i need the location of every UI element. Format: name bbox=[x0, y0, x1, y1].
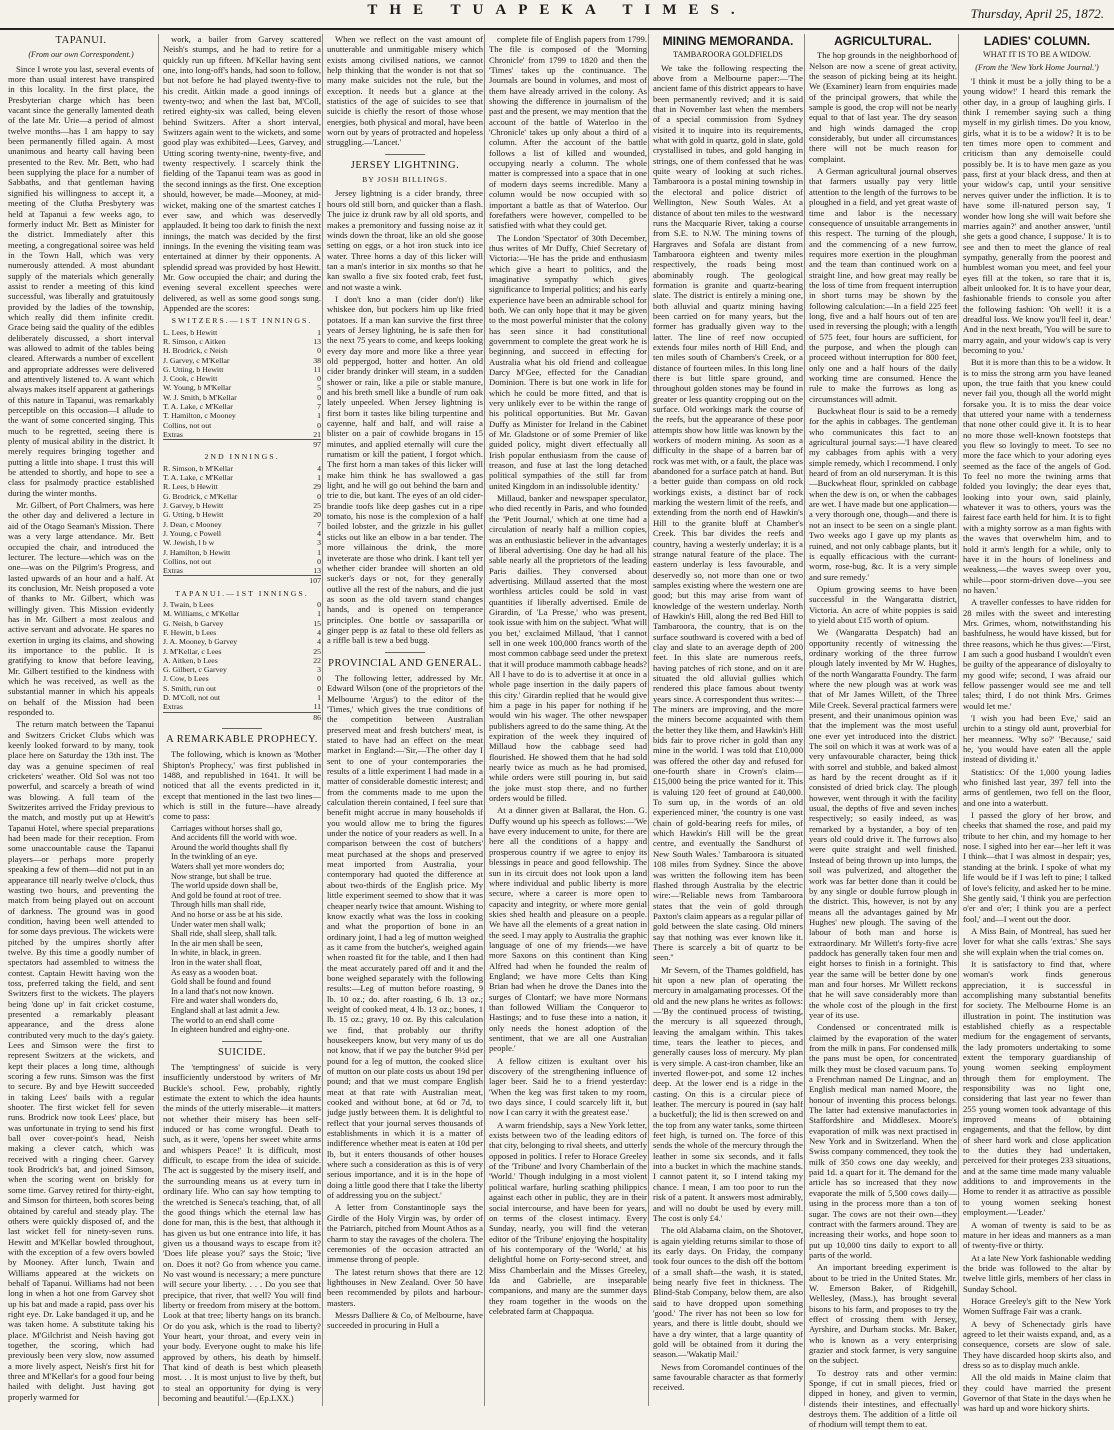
score-row bbox=[163, 566, 321, 576]
score-runs: 15 bbox=[313, 618, 321, 628]
score-row bbox=[163, 538, 321, 547]
score-runs: 0 bbox=[317, 346, 321, 356]
poem-line: As easy as a wooden boat. bbox=[171, 967, 258, 977]
score-batsman: Extras bbox=[163, 702, 183, 712]
paragraph: News from Coromandel continues of the same favourable character as that formerly received. bbox=[653, 1361, 803, 1393]
provincial-heading: PROVINCIAL AND GENERAL. bbox=[328, 657, 482, 669]
score-runs: 3 bbox=[317, 665, 321, 675]
widow-heading: WHAT IT IS TO BE A WIDOW. bbox=[983, 50, 1091, 60]
jersey-body bbox=[327, 188, 483, 645]
score-batsman: J. M'Kellar, c Lees bbox=[163, 646, 222, 656]
mining-heading: MINING MEMORANDA. bbox=[662, 34, 794, 48]
paragraph: A warm friendship, says a New York letter, exists between two of the leading editors of that city, belonging to rival sheets, and utterly opposed in politics. I refer to Horace Greeley of the 'Tribune' and Ivory Chamberlain of the 'World.' Though indulging in a most violent political warfare, hurling scathing philippics against each other in public, they are in their social intercourse, and have been for years, on terms of the closest intimacy. Every Sunday, nearly, you will find the veteran editor of the 'Tribune' enjoying the hospitality of his contemporary of the 'World,' at his delightful home on Forty-second street, and Miss Chamberlain and the Misses Greeley, Ida and Gabrielle, are inseparable companions, and many are the summer days they roam together in the woods on the celebrated farm at Chappaqua. bbox=[489, 1119, 647, 1316]
provincial-body bbox=[327, 673, 483, 1331]
score-runs: 11 bbox=[313, 364, 321, 374]
agricultural-heading: AGRICULTURAL. bbox=[834, 34, 932, 48]
score-row bbox=[163, 637, 321, 646]
score-runs: 25 bbox=[313, 501, 321, 511]
score-runs: 4 bbox=[317, 528, 321, 538]
score-total-row bbox=[163, 712, 321, 722]
paragraph: The hop grounds in the neighborhood of Nelson are now a scene of great activity, the season of picking being at its height. We (Examiner) learn from enquiries made of the principal growers, that while the sample is good, the crop will not be nearly equal to that of last year. The dry season and high winds damaged the crop considerably, but under all circumstances there will not be much reason for complaint. bbox=[809, 50, 957, 164]
score-runs: 0 bbox=[317, 374, 321, 384]
paragraph: Statistics: Of the 1,000 young ladies who finished last year, 397 fell into the arms of gentlemen, two fell on the floor, and one into a waterbutt. bbox=[963, 766, 1111, 808]
score-batsman: R. Simson, b M'Kellar bbox=[163, 463, 234, 473]
paragraph: 'I wish you had been Eve,' said an urchin to a stingy old aunt, proverbial for her meanness. 'Why so?' 'Because,' said he, 'you would have eaten all the apple instead of dividing it.' bbox=[963, 713, 1111, 765]
paragraph: At a late New York fashionable wedding the bride was followed to the altar by twelve little girls, members of her class in Sunday School. bbox=[963, 1252, 1111, 1294]
paragraph: Opium growing seems to have been successful in the Wangaratta district, Victoria. An acre of white poppies is said to yield about £15 worth of opium. bbox=[809, 583, 957, 625]
paragraph: All the old maids in Maine claim that they could have married the present Governor of that State in the days when he was hard up and wore hickory shirts. bbox=[963, 1372, 1111, 1414]
poem-line: England shall at last admit a Jew. bbox=[171, 1005, 280, 1015]
score-row bbox=[163, 473, 321, 482]
tapanui-heading: TAPANUI. bbox=[55, 35, 107, 46]
paragraph: The latest return shows that there are 12 lighthouses in New Zealand. Over 50 have been recommended by pilots and harbour-masters. bbox=[327, 1266, 483, 1308]
score-row bbox=[163, 482, 321, 491]
paragraph: Mr. Gilbert, of Port Chalmers, was here the other day and delivered a lecture in aid of the Otago Seaman's Mission. There was a very large attendance. Mr. Bett occupied the chair, and introduced the lecturer. The lecture—which was on the one—was on the Pilgrim's Progress, and lasted upwards of an hour and a half. At its conclusion, Mr. Neish proposed a vote of thanks to Mr. Gilbert, which was willingly given. This Mission evidently has in Mr. Gilbert a most zealous and active servant and advocate. He spares no exertion in urging its claims, and showing its importance to the public. It is gratifying to know that before leaving, Mr. Gilbert testified to the kindness with which he was received, as well as the substantial manner in which his appeals on behalf of the Mission had been responded to. bbox=[8, 500, 154, 717]
paragraph: The old Alabama claim, on the Shotover, is again yielding returns similar to those of its early days. On Friday, the company took four ounces to the dish off the bottom of a small shaft—the wash, it is stated, being nearly five feet in thickness. The Blind-Stab Company, below them, are also said to have dropped upon something 'good.' The river has not been so low for years, and there is little doubt, should we have a dry winter, that a large quantity of gold will be obtained from it during the season.—'Wakatip Mail.' bbox=[653, 1225, 803, 1360]
score-row bbox=[163, 510, 321, 519]
agricultural-body bbox=[809, 50, 957, 1429]
prophecy-body bbox=[163, 749, 321, 821]
paragraph: The return match between the Tapanui and Switzers Cricket Clubs which was keenly looked forward to by many, took place here on Saturday the 13th inst. The day was a genuine specimen of real cricketers' weather. Old Sol was not too powerful, and scarcely a breath of wind was blowing. A full team of the Switzerites arrived the Friday previous to the match, and mostly put up at Hewitt's Tapanui Hotel, where special preparations had been made for their reception. From some unaccountable cause the Tapanui players—or perhaps more properly speaking a few of them—did not put in an appearance till nearly twelve o'clock, thus wasting two hours, and preventing the match from being played out on account of darkness. The ground was in good condition, having been well attended to for some days previous. The wickets were pitched by the umpires shortly after twelve. By this time a goodly number of spectators had assembled to witness the contest. Captain Hewitt having won the toss, preferred taking the field, and sent Switzers first to the wickets. The players being 'done up' in fait cricket costume, presented a remarkably pleasant appearance, and the dress alone contributed very much to the day's gaiety. Lees and Simson were the first to represent Switzers at the wickets, and kept their places a long time, although scoring a few runs. Simson was the first to secure. By and bye Hewitt succeeded in taking Lees' bails with a regular shooter. The first wicket fell for seven runs. Brodrick now took Lees' place, but was unfortunate in trying to send his first ball over cover-point's head, Neish making a clever catch, which was received with a ringing cheer. Garvey took Brodrick's bat, and joined Simson, when the scoring went on briskly for some time. Garvey retired for thirty-eight, and Simson for thirteen, both scores being obtained by careful and steady play. The others were quickly disposed of, and the last wicket fell for ninety-seven runs. Hewitt and M'Kellar bowled throughout, with the exception of a few overs bowled by Mooney. After lunch, Twain and Williams appeared at the wickets on behalf of Tapanui. Williams had not been long in when a hot one from Garvey shot up his bat and made a rapid, pass over his right eye. Dr. Lake bandaged it up, and he was taken home. A substitute taking his place. M'Gilchrist and Neish having got together, the scoring, which had previously been very slow, now assumed a more lively aspect, Neish's first hit for three and M'Kellar's for a good four being hailed with delight. Just having got properly warmed for bbox=[8, 719, 154, 1402]
cricket-body bbox=[163, 34, 321, 313]
jersey-heading: JERSEY LIGHTNING. bbox=[350, 159, 460, 171]
score-row bbox=[163, 501, 321, 510]
paragraph: Buckwheat flour is said to be a remedy for the aphis in cabbages. The gentleman who communicates this fact to an agricultural journal says:—'I have cleared my cabbages from aphis with a very simple remedy, which I recommend. I only heard of from an old nurseryman. It is this—Buckwheat flour, sprinkled on cabbage when the dew is on, or when the cabbages are wet. I have made but one application—a very thorough one, though—and there is not an insect to be seen on a single plant. Two weeks ago I gave up my plants as ruined, and not only cabbage plants, but it is equally efficacious with the currant-worm, rose-bug, &c. It is a very simple and sure remedy.' bbox=[809, 406, 957, 582]
paragraph: The 'temptingness' of suicide is very insufficiently understood by writers of Mr Buckle's school. Few, probably, rightly estimate the extent to which the idea haunts the minds of the utterly miserable—it matters not whether their misery has been self-induced or has come wrongful. Death to such, as it were, 'opens her sweet white arms and whispers Peace!' It is difficult, most difficult, to escape from the idea of suicide. The act is suggested by the misery itself, and the surrounding means us at every turn in ordinary life. Who can say how tempting to the wretched is Seneca's teaching, that, of all the good things which the eternal law has done for man, this is the best, that although it has given us but one entrance into life, it has given us a thousand ways to escape from it? 'Does life please you?' says the Stoic; 'live on. Does it not? Go from whence you came. No vast wound is necessary; a mere puncture will secure your liberty. . . . Do you see that precipice, that river, that well? You will find liberty or freedom from misery at the bottom. Look at that tree; liberty hangs on its branch. Or do you ask, which is the road to liberty? Your heart, your throat, and every vein in your body. Everyone ought to make his life approved by others, his death by himself. That kind of death is best which pleaseth most. . . It is most unjust to live by theft, but to steal an opportunity for dying is very becoming and beautiful.'—(Ep.LXX.) bbox=[163, 1062, 321, 1404]
score-runs: 1 bbox=[317, 609, 321, 619]
score-batsman: M. Williams, c M'Kellar bbox=[163, 609, 240, 619]
column-4 bbox=[484, 34, 647, 1406]
score-batsman: J. Cow, b Lees bbox=[163, 674, 209, 684]
poem-line: The world upside down shall be, bbox=[171, 881, 278, 891]
score-runs: 13 bbox=[313, 336, 321, 346]
column-3 bbox=[322, 34, 483, 1406]
paragraph: A woman of twenty is said to be as mature in her ideas and manners as a man of twenty-five or thirty. bbox=[963, 1219, 1111, 1251]
score-runs: 1 bbox=[317, 693, 321, 702]
score-switzers-second-heading: 2ND INNINGS. bbox=[204, 452, 280, 462]
score-row bbox=[163, 383, 321, 392]
score-row bbox=[163, 328, 321, 337]
score-runs: 0 bbox=[317, 491, 321, 501]
score-batsman: S. Smith, run out bbox=[163, 683, 217, 693]
score-tapanui-first-heading: TAPANUI.—1ST INNINGS. bbox=[175, 588, 309, 598]
column-2 bbox=[158, 34, 321, 1406]
score-runs: 1 bbox=[317, 327, 321, 337]
score-batsman: T. A. Lake, c M'Kellar bbox=[163, 473, 233, 483]
poem-line: Through hills man shall ride, bbox=[171, 900, 266, 910]
paragraph: Millaud, banker and newspaper speculator, who died recently in Paris, and who founded the 'Petit Journal,' which at one time had a circulation of nearly half a million copies, was an enthusiastic believer in the advantages of liberal advertising. One day he had all his sable nearly all the proprietors of the leading Paris dailies. They conversed about advertising. Millaud asserted that the most worthless articles could be sold in vast quantities if liberally advertised. Emile de Girardin, of 'La Presse,' who was present, took issue with him on the subject. 'What will you bet,' exclaimed Millaud, 'that I cannot sell in one week 100,000 francs worth of the most common cabbage seed under the pretext that it will produce mammoth cabbage heads? All I have to do is to advertise it at once in a whole page insertion in the daily papers of this city.' Girardin replied that he would give him a page in his paper for nothing if he would win his wager. The other newspaper publishers agreed to do the same thing. At the expiration of the week they inquired of Millaud how the cabbage seed had flourished. He showed them that he had sold nearly twice as much as he had promised, while orders were still pouring in, but said the joke must stop there, and no further orders would be filled. bbox=[489, 493, 647, 804]
score-batsman: J. Cook, c Hewitt bbox=[163, 374, 218, 384]
score-total-label bbox=[163, 576, 299, 586]
score-row bbox=[163, 393, 321, 402]
score-row bbox=[163, 374, 321, 383]
score-row bbox=[163, 693, 321, 702]
tapanui-subheading: (From our own Correspondent.) bbox=[28, 50, 134, 60]
jersey-byline: BY JOSH BILLINGS. bbox=[362, 175, 448, 185]
score-runs: 13 bbox=[313, 566, 321, 576]
score-runs: 0 bbox=[317, 683, 321, 693]
score-batsman: G. Utting, b Hewitt bbox=[163, 364, 224, 374]
score-batsman: D. M'Coll, not out bbox=[163, 693, 221, 702]
score-batsman: Extras bbox=[163, 429, 183, 439]
suicide-body bbox=[163, 1062, 321, 1403]
score-runs: 0 bbox=[317, 600, 321, 610]
paragraph: It is satisfactory to find that, where woman's work finds generous appreciation, it is successful in accomplishing many substantial benefits for society. The Melbourne Home is an illustration in point. The institution was established chiefly as a respectable medium for the engagement of servants, the lady promoters undertaking to some extent the temporary guardianship of young women seeking employment through them for employment. The responsibility was no light one, considering that last year no fewer than 255 young women took advantage of this improved means of obtaining engagements, and that the fellow, by dint of sheer hard work and close application to the duties they had undertaken, perceived for their proteges 233 situations, and at the same time made many valuable additions to and improvements in the Home to render it as attractive as possible to young women seeking honest employment.—'Leader.' bbox=[963, 958, 1111, 1218]
ladies-heading: LADIES' COLUMN. bbox=[983, 34, 1091, 48]
score-batsman: R. Lees, b Hewitt bbox=[163, 482, 218, 492]
score-runs: 7 bbox=[317, 519, 321, 529]
score-batsman: Collins, not out bbox=[163, 420, 212, 430]
paragraph: The London 'Spectator' of 30th December, thus writes of Mr Duffy, Chief Secretary of Victoria:—'He has the pride and enthusiasm which give a heart to politics, and the imaginative sympathy which gives significance to Imperial politics; and his early experience have been an admirable school for both. We can only hope that it may be given to the most powerful minister that the colony has seen since it had constitutional government to complete the great work he is beginning, and succeed in effecting for Australia what his old friend and colleague Darcy M'Gee, effected for the Canadian Dominion. There is but one work in life for which he could be more fitted, and that is very unlikely ever to be within the range of his political opportunities. But Mr. Gavan Duffy as Minister for Ireland in the Cabinet of Mr. Gladstone or of some Premier of like guided policy, might divert effectually all Irish popular enthusiasm from the cause of treason, and fuse at last the long detached political sympathies of the still far from united Kingdom in an indissoluble identity.' bbox=[489, 232, 647, 491]
score-batsman: A. Aitken, b Lees bbox=[163, 655, 218, 665]
score-runs: 20 bbox=[313, 510, 321, 520]
score-batsman: W. Jewish, l b w bbox=[163, 538, 215, 548]
score-row bbox=[163, 628, 321, 637]
paragraph: Mr Severn, of the Thames goldfield, has hit upon a new plan of operating the mercury in amalgamating processes. Of the old and the new plans he writes as follows:—'By the continued process of twisting, the mercury is all squeezed through, leaving the amalgam within. This takes time, tears the leather to pieces, and generally causes loss of mercury. My plan is very simple. A cast-iron chamber, like an inverted flower-pot, and some 12 inches deep. At the lower end is a ridge in the casting. On this is a circular piece of leather. The mercury is poured in (say half a bucketful); the lid is then screwed on and the top from any water tanks, some thirteen feet high, is turned on. The force of this sends the whole of the mercury through the leather in some six seconds, and it falls into a bucket in which the machine stands. I cannot patent it, so I intend taking my chance. I mean, I am too poor to run the risk of a patent. It answers most admirably, and will no doubt be used by every mill. The cost is only £4.' bbox=[653, 964, 803, 1223]
score-runs: 0 bbox=[317, 556, 321, 566]
score-runs: 1 bbox=[317, 547, 321, 557]
score-row bbox=[163, 337, 321, 346]
paragraph: We take the following respecting the above from a Melbourne paper:—'The ancient fame of this district appears to have been permanently revived; and it is said that in November last when the members of a special commission from Sydney visited it to inquire into its requirements, what with gold in quartz, gold in slate, gold crystallised in tubes, and gold hanging in strings, one of them confessed that he was quite weary of looking at such riches. Tambaroora is a postal mining township in the electoral and police district of Wellington, New South Wales. At a distance of about ten miles to the westward runs the Macquarie River, taking a course from S.E. to N.W. The mining towns of Hargraves and Sofala are distant from Tambaroora eighteen and twenty miles respectively, the roads being most abominably rough. The geological formation is granite and quartz-bearing slate. The district is entirely a mining one, both alluvial and quartz mining having been carried on for many years, but the former has gradually given way to the latter. The line of reef now occupied extends four miles north of Hill End, and ten miles south of Chambers's Creek, or a distance of fourteen miles. In this long line there is but little spare ground, and throughout golden stones may be found in greater or less quantity cropping out on the surface. Old workings mark the course of the reefs, but the appearance of these poor attempts show how little was known by the workers of modern mining. As soon as a difficulty in the shape of a barren bar of rock was met with, or a fault, the place was abandoned for a surface patch at hand. But a better guide than compass on old rock workings exists, a distinct bar of rock marking the western limit of the reefs, and extending from the north end of Hawkin's Hill to the granite bluff at Chamber's Creek. This bar divides the reefs and country, having a westerly underlay; it is a strange natural feature of the place. The eastern underlay is less favourable, and deservedly so, not more than one or two samples existing where the western one are good; but this may arise from want of knowledge of the western underlay. North of Hawkin's Hill, along the red Bed Hill to Tambaroora, the country, that is on the surface southward is covered with a bed of clay and slate to an average depth of 200 feet. In this slate are numerous reefs, having patches of rich stone, and on it are situated the old alluvial gullies which rendered this place famous about twenty years since. A correspondent thus writes:—The miners are improving, and the more the miners become acquainted with them the better they like them, and Hawkin's Hill bids fair to prove richer in gold than any mine in the world. I was told that £10,000 was offered the other day and refused for one-fourth share in Crown's claim—£15,000 being the price wanted for it. This is valuing 120 feet of ground at £40,000. To sum up, in the words of an old experienced miner, 'the country is one vast chain of gold-bearing reefs for miles, of which Hawkin's Hill will be the great centre, and eventually the Sandhurst of New South Wales.' Tambaroora is situated 108 miles from Sydney. Since the above was written the following item has been flashed through Australia by the electric wire:—'Reliable news from Tambaroora states that the vein of gold through Paxton's claim appears as a regular pillar of gold between the slate casing. Old miners say that nothing was ever known like it. There is scarcely a bit of quartz to be seen.'' bbox=[653, 62, 803, 963]
paragraph: I don't kno a man (cider don't) like whiskee don, but pockers him up like fried potatoes. If a man kan survive the first three years of Jersey lightning, he is safe then for the next 75 years to come, and keeps looking every day more and more like a three year old peppergod, hotter and hotter. An old cider brandy drinker will steam, in a sudden shower or rain, like a pile or stable manure, and his breth smell like a bundle of rum oak lately unpeeled. When Jersey lightning is first born it tastes like biling turpentine and cayenne, half and half, and will raise a blister on a pair of cowhide brogans in 15 minutes, and applied eternally will cure the rumatism or kill the patient, I forgot which. The first horn a man takes of this licker will make him think he has swallowed a gas light, and he will go out behind the barn and trie to die, but kant. The eyes of an old cider-brandie toofs like deep gashes cut in a ripe tomato, his nose is the complexion of a half boiled lobster, and the grizzle in his gullet sticks out like an elbow in a bar tender. The more villainous the drink, the more inveterate are those who drink. I kant tell yer whether cider brandee will shorten an old sucker's days or not, for they generally outlive all the rest of the naburs, and die just as soon as the old tavern stand changes hands, and is opened on temperance principles. One bottle ov sassaparilla or ginger pepp is az fatal to these old fellers as a riffle ball is tew a bed bugg. bbox=[327, 293, 483, 646]
score-row bbox=[163, 421, 321, 430]
score-row bbox=[163, 609, 321, 618]
poem-line: In the air men shall be seen, bbox=[171, 938, 263, 948]
provincial-continued bbox=[489, 34, 647, 1316]
poem-line: In the twinkling of an eye. bbox=[171, 852, 258, 862]
divider bbox=[385, 154, 425, 155]
column-7 bbox=[958, 34, 1111, 1414]
paragraph: 'I think it must be a jolly thing to be a young widow!' I heard this remark the other day, in a group of laughing girls. I think I remember saying such a thing myself in my girlish times. Do you know, girls, what it is to be a widow? It is to be ten times more open to comment and criticism than any demoiselle could possibly be. It is to have men gaze as you pass, first at your black dress, and then at your widow's cap, until your sensitive nerves quiver under the infliction. It is to have some ill-natured person say, 'I wonder how long she will wait before she marries again?' and another answer, 'until she gets a good chance, I suppose.' It is to see and then to meet the glance of real sympathy, generally from the poorest and humblest woman you meet, and feel your eyes fill at the token, so rare that it is, albeit unlooked for. It is to have your dear, fashionable friends to console you after the following fashion: 'Oh well! it is a dreadful loss. We know you'll feel it, dear.' And in the next breath, 'You will be sure to marry again, and your widow's cap is very becoming to you.' bbox=[963, 76, 1111, 355]
score-batsman: J. Dean, c Mooney bbox=[163, 519, 222, 529]
score-batsman: R. Simson, c Aitken bbox=[163, 336, 226, 346]
score-batsman: H. Brodrick, c Neish bbox=[163, 346, 228, 356]
score-runs: 0 bbox=[317, 674, 321, 684]
score-batsman: J. Twain, b Lees bbox=[163, 600, 214, 610]
masthead-date: Thursday, April 25, 1872. bbox=[970, 6, 1104, 21]
paragraph: A Miss Bain, of Montreal, has sued her lover for what she calls 'extras.' She says she will explain when the trial comes on. bbox=[963, 925, 1111, 957]
poem-line: Carriages without horses shall go, bbox=[171, 823, 283, 833]
column-1 bbox=[8, 34, 154, 1406]
poem-line: In eighteen hundred and eighty-one. bbox=[171, 1025, 290, 1035]
score-runs: 4 bbox=[317, 463, 321, 473]
score-row bbox=[163, 557, 321, 566]
score-runs: 1 bbox=[317, 473, 321, 483]
paragraph: We (Wangaratta Despatch) had an opportunity recently of witnessing the ordinary working of the three furrow plough lately invented by Mr W. Hughes, of the north Wangaratta Foundry. The farm where the new plough was at work was that of Mr James Willett, of the Three Mile Creek. Several practical farmers were present, and their unanimous opinion was that the implement was the most useful one ever yet introduced into the district. The soil on which it was at work was of a very unfavourable character, being thick with sorrel and stubble, and baked almost as hard by the recent drought as if it consisted of dried brick clay. The plough however, went through it with the facility usual, the depths of five and seven inches respectively; so easily indeed, as was remarked by a bystander, a boy of ten years old could drive it. The furrows also were quite straight and well finished. Instead of being thrown up into lumps, the soil was pulverized, and altogether the work was far better done than it could be by any single or double furrow plough in the district. This, however, is not by any means all the advantages gained by Mr Hughes' new plough. The saving of the labour of both man and horse is extraordinary. Mr Willett's forty-five acre paddock has generally taken four men and eight horses to finish in a fortnight. This year the same will be better done by one man and four horses. Mr Willett reckons that he will save considerably more than the whole cost of the plough in the first year of its use. bbox=[809, 627, 957, 1020]
score-runs: 7 bbox=[317, 402, 321, 411]
score-batsman: T. A. Lake, c M'Kellar bbox=[163, 402, 233, 411]
score-total-row bbox=[163, 440, 321, 450]
paragraph: Messrs Dalliere & Co, of Melbourne, have succeeded in procuring in Hull a bbox=[327, 1309, 483, 1331]
paragraph: A German agricultural journal observes that farmers usually pay very little attention to the length of the furrows to be ploughed in a field, and yet great waste of time and labor is the necessary consequence of unsuitable arrangements in this respect. The turning of the plough, and the commencing of a new furrow, requires more exertion in the ploughman and the team than continued work on a straight line, and how great may really be the loss of time from frequent interruption in short turns may be shown by the following calculation:—In a field 225 feet long, five and a half hours out of ten are used in reversing the plough; with a length of 575 feet, four hours are sufficient, for the purpose, and when the plough can proceed without interruption for 800 feet, only one and a half hours of the daily working time are consumed. Hence the rule to make the furrows as long as circumstances will admit. bbox=[809, 166, 957, 404]
paragraph: A bevy of Schenectady girls have agreed to let their waists expand, and, as a consequence, corsets are slow of sale. They have discarded hoop skirts also, and dress so as to display much ankle. bbox=[963, 1318, 1111, 1370]
paragraph: At a dinner given at Ballarat, the Hon. G. Duffy wound up his speech as follows:—'We have every inducement to unite, for there are here all the conditions of a happy and prosperous country if we agree to enjoy its blessings in peace and good fellowship. The sun in its circuit does not look upon a land where individual and public liberty is more secure, where a career is more open to capacity and integrity, or where more genial skies shed health and pleasure on a people. We have all the elements of a great nation in the seed. I may apply to Australia the graphic language of one of my friends—we have more Saxons on this continent than King Alfred had when he founded the realm of England; we have more Celts than King Brian had when he drove the Danes into the surges of Clontarf; we have more Normans than followed William the Conqueror to Hastings; and to fuse these into a nation, it only needs the honest adoption of the sentiment, that we are all one Australian people.' bbox=[489, 805, 647, 1054]
score-runs: 21 bbox=[313, 429, 321, 439]
score-row bbox=[163, 665, 321, 674]
score-switzers-second-table bbox=[163, 464, 321, 586]
score-row bbox=[163, 411, 321, 420]
score-runs: 3 bbox=[317, 538, 321, 548]
ladies-body bbox=[963, 76, 1111, 1414]
score-row bbox=[163, 492, 321, 501]
divider bbox=[222, 1041, 262, 1042]
score-row bbox=[163, 464, 321, 473]
score-batsman: G. Neish, b Garvey bbox=[163, 618, 224, 628]
paragraph: The following letter, addressed by Mr. Edward Wilson (one of the proprietors of the Melbourne 'Argus') to the editor of the 'Times,' which gives the true conditions of the competition between Australian preserved meat and fresh butchers' meat, is stated to have had an effect on the meat market in England:—'Sir,—The other day I sent to one of your contemporaries the results of a little experiment I had made in a matter of considerable domestic interest; and from the comments made to me upon the calculation therein contained, I feel sure that benefit might accrue in many households if you would allow me to bring the figures under the notice of your readers as well. In a comparison between the cost of butchers' meat purchased at the shops and preserved meat imported from Australia, your contemporary had quoted the difference at about two-thirds of the English price. My little experiment seemed to show that it was cheaper nearly twice that amount. Wishing to know exactly what was the loss in cooking and what the proportion of bone in an ordinary joint, I had a leg of mutton weighed as it came from the butcher's, weighed again when roasted fit for the table, and I then had the meat accurately pared off and it and the bone weighed separately with the following results:—Leg of mutton before roasting, 9 lb. 10 oz.; do. after roasting, 6 lb. 13 oz.; weight of cooked meat, 4 lb. 13 oz.; bones, 1 lb. 15 oz.; gravy, 10 oz. By this calculation we find, that probably our thrifty housekeepers know, but very many of us do not know, that if we pay the butcher 9½d per pound for a leg of mutton, the cooked slice of mutton on our plate costs us about 19d per pound; and that we must compare English meat at that rate with Australian meat, cooked and without bone, at 6d or 7d, to judge justly between them. It is delightful to reflect that your journal serves thousands of establishments in which it is a matter of indifference whether meat is eaten at 10d per lb, but it enters thousands of other houses where such a consideration as this is of very serious importance, and it is in the hope of doing a little good there that I take the liberty of addressing you on the subject.' bbox=[327, 672, 483, 1201]
score-batsman: G. Utting, b Hewitt bbox=[163, 510, 224, 520]
suicide-continued bbox=[327, 34, 483, 148]
score-row bbox=[163, 346, 321, 355]
score-batsman: W. J. Smith, b M'Kellar bbox=[163, 392, 237, 402]
paragraph: A letter from Constantinople says the Girdle of the Holy Virgin was, by order of the Patriarch, pitched from Mount Athos as a charm to stay the ravages of the cholera. The ceremonies of the occasion attracted an immense throng of people. bbox=[327, 1202, 483, 1265]
poem-line: Fire and water shall wonders do, bbox=[171, 996, 278, 1006]
paragraph: I passed the glory of her brow, and cheeks that shamed the rose, and paid my tribute to her chin, and my homage to her nose. I sighed into her ear—her left it was I think—that I was almost in despair; yes, standing at the brink. I spoke of what my life would be if I was left to pine; I talked of love's felicity, and asked her to be mine. She gently said, 'I think you are perfection o'er and o'er; I think you are a perfect fool,' and—I went out the door. bbox=[963, 810, 1111, 924]
score-runs: 25 bbox=[313, 646, 321, 656]
poem-line: And gold be found at root of tree. bbox=[171, 890, 282, 900]
score-batsman: W. Young, b M'Kellar bbox=[163, 383, 232, 393]
score-switzers-first-table bbox=[163, 328, 321, 450]
score-batsman: Collins, not out bbox=[163, 556, 212, 566]
masthead-title: THE TUAPEKA TIMES. bbox=[367, 2, 747, 18]
score-runs: 22 bbox=[313, 655, 321, 665]
paragraph: To destroy rats and other vermin: Sponge, if cut in small pieces, fried or dipped in honey, and given to vermin, distends their intestines, and effectually destroys them. The addition of a little oil of rhodium will tempt them to eat. bbox=[809, 1367, 957, 1430]
score-row bbox=[163, 619, 321, 628]
score-batsman: G. Gilbert, c Garvey bbox=[163, 665, 227, 675]
poem-line: Gold shall be found and found bbox=[171, 977, 271, 987]
score-batsman: T. Hamilton, c Mooney bbox=[163, 411, 236, 421]
score-batsman: J. Young, c Powell bbox=[163, 528, 222, 538]
paragraph: Jersey lightning is a cider brandy, three hours old still born, and quicker than a flash. The juice iz drunk raw by all old sports, and makes a premonitory and fussing noise az it winds down the throat, like an old she goose setting on eggs, or a hot iron stuck into ice water. Three horns a day of this licker will tan a man's interior in six months so that he kan swallo a five six footed crab, feet fust, and not waste a wink. bbox=[327, 188, 483, 292]
score-total: 107 bbox=[299, 576, 321, 586]
score-switzers-first-heading: SWITZERS.—1ST INNINGS. bbox=[171, 316, 313, 326]
score-runs: 11 bbox=[313, 702, 321, 712]
score-runs: 5 bbox=[317, 383, 321, 393]
score-row bbox=[163, 600, 321, 609]
paragraph: Horace Greeley's gift to the New York Women Suffrage Fair was a crank. bbox=[963, 1295, 1111, 1317]
paragraph: work, a bailer from Garvey scattered Neish's stumps, and he had to retire for a quickly run up fifteen. M'Kellar having sent one, into long-off's hands, had soon to follow, but not before he had played twenty-five to his credit. Aitkin made a good innings of twenty-two; and when the last bat, M'Coll, retired eighty-six was called, being eleven behind Switzers. After a short interval, Switzers again went to the wickets, and some good play was exhibited—Lees, Garvey, and Utting scoring twenty-nine, twenty-five, and twenty respectively. I scarcely think the fielding of the Tapanui team was as good in the second innings as the first. One exception should, however, be made—Mooney, at mid-wicket, making one of the smartest catches I ever saw, and which was deservedly applauded. It being too dark to finish the next innings, the match was decided by the first innings. In the evening the visiting team was entertained at dinner by their opponents. A splendid spread was provided by host Hewitt. Mr. Gow occupied the chair; and during the evening several excellent speeches were delivered, as well as some good songs sung. Appended are the scores: bbox=[163, 34, 321, 313]
score-row bbox=[163, 430, 321, 440]
paragraph: Since I wrote you last, several events of more than usual interest have transpired in this locality. In the first place, the Presbyterian charge which has been vacant since the generally lamented death of the late Mr. Urie—a period of almost twelve months—has I am happy to say been permanently filled again. A most unanimous and hearty call having been presented to the Rev. Mr. Bett, who had been supplying the place for a number of Sabbaths, and that gentleman having signified his willingness to accept it, a meeting of the Clutha Presbytery was held at Tapanui a few weeks ago, to formerly induct Mr. Bett as Minister for the district. Immediately after this meeting, a congregational soiree was held in the Town Hall, which was very numerously attended. A most abundant supply of the materials which generally assist to render a meeting of this kind successful, was liberally and gratuitously provided by the ladies of the township, which really did them infinite credit. Grace being said the quality of the edibles deliberately discussed, a short interval was allowed to admit of the tables being cleared. Afterwards a number of excellent and appropriate addresses were delivered and attentively listened to. A want which always makes itself apparent at gatherings of this nature in Tapanui, was remarkably perceptible on this occasion—I allude to the want of some concerted singing. This much to be regretted, seeing there is plenty of musical ability in the district. It merely requires bringing together and putting a little into shape. I trust this will be attended to shortly, and hope to see a class for psalmody practice established during the winter months. bbox=[8, 63, 154, 498]
poem-line: And no horse or ass be at his side. bbox=[171, 909, 283, 919]
score-row bbox=[163, 520, 321, 529]
score-tapanui-first-table bbox=[163, 600, 321, 722]
paragraph: A traveller confesses to have ridden for 28 miles with the sweet and interesting Mrs. Grimes, whom, notwithstanding his bashfulness, he would have kissed, but for three reasons, which he thus gives:—'First, I am such a good husband I wouldn't even be guilty of the appearance of disloyalty to my good wife; second, I was afraid our fellow passenger would see me and tell tales; third, I do not think Mrs. Grimes would let me.' bbox=[963, 597, 1111, 711]
prophecy-poem bbox=[171, 824, 321, 1035]
score-row bbox=[163, 702, 321, 712]
paragraph: The following, which is known as 'Mother Shipton's Prophecy,' was first published in 1488, and republished in 1641. It will be noticed that all the events predicted in it, except that mentioned in the last two lines—which is still in the future—have already come to pass: bbox=[163, 749, 321, 822]
score-runs: 38 bbox=[313, 355, 321, 365]
score-row bbox=[163, 684, 321, 693]
score-total: 97 bbox=[299, 440, 321, 450]
poem-line: In a land that's not now known. bbox=[171, 986, 274, 996]
score-row bbox=[163, 647, 321, 656]
score-runs: 29 bbox=[313, 482, 321, 492]
score-batsman: G. Brodrick, c M'Kellar bbox=[163, 491, 238, 501]
poem-line: The world to an end shall come bbox=[171, 1015, 275, 1025]
paragraph: complete file of English papers from 1799. The file is composed of the 'Morning Chronicle' from 1799 to 1820 and then the 'Times' takes up the continuance. The Journals are bound in volumes, and most of them have already arrived in the colony. As showing the difference in journalism of the past and the present, we may mention that the account of the battle of Waterloo in the 'Chronicle' takes up only about a third of a column. After the account of the battle follows a list of killed and wounded, occupying nearly a column. The whole matter is compressed into a space that in one of modern days seems incredible. Many a column would be now occupied with so important a battle as that of Waterloo. Our forefathers were however, compelled to be satisfied with what they could get. bbox=[489, 34, 647, 231]
tapanui-body bbox=[8, 64, 154, 1402]
masthead bbox=[0, 0, 1114, 30]
divider bbox=[222, 728, 262, 729]
poem-line: Shall ride, shall sleep, shall talk. bbox=[171, 929, 277, 939]
score-row bbox=[163, 548, 321, 557]
score-batsman: J. Garvey, c M'Kellar bbox=[163, 355, 230, 365]
divider bbox=[385, 652, 425, 653]
score-row bbox=[163, 365, 321, 374]
score-total-row bbox=[163, 576, 321, 586]
widow-source: (From the 'New York Home Journal.') bbox=[975, 62, 1099, 72]
suicide-heading: SUICIDE. bbox=[217, 1046, 267, 1058]
score-row bbox=[163, 674, 321, 683]
score-batsman: J. Hamilton, b Hewitt bbox=[163, 547, 231, 557]
score-runs: 0 bbox=[317, 392, 321, 402]
score-batsman: L. Lees, b Hewitt bbox=[163, 327, 218, 337]
poem-line: In white, in black, in green. bbox=[171, 948, 262, 958]
mining-subheading: TAMBAROORA GOLDFIELDS bbox=[673, 50, 783, 60]
paragraph: But it is more than this to be a widow. It is to miss the strong arm you have leaned upon, the true faith that you knew could never fail you, though all the world might forsake you. It is to miss the dear voice that uttered your name with a tenderness that none other could give it. It is to hear no more those well-known footsteps that you flew so lovingly to meet. To see no more the face which to your adoring eyes seemed as the face of the angels of God. To feel no more the twining arms that folded you lovingly; the dear eyes that, looking into your own, said plainly, whatever it was to others, yours was the fairest face earth held for him. It is to fight with a mighty sorrow as a man fights with the waves that overwhelm him, and to hold it arm's length for a while, only to have it in the hours of loneliness and weakness,—the waves sweep over you, while—poor storm-driven dove—you see no haven.' bbox=[963, 357, 1111, 595]
score-row bbox=[163, 402, 321, 411]
score-total-label bbox=[163, 712, 299, 722]
score-batsman: F. Hewitt, b Lees bbox=[163, 627, 217, 637]
poem-line: Around the world thoughts shall fly bbox=[171, 842, 289, 852]
score-batsman: Extras bbox=[163, 566, 183, 576]
score-row bbox=[163, 656, 321, 665]
score-total-label bbox=[163, 440, 299, 450]
score-runs: 4 bbox=[317, 627, 321, 637]
paragraph: Condensed or concentrated milk is claimed by the evaporation of the water from the milk in pans. For condensed milk the pans must be open, for concentrated milk they must be closed vacuum pans. To a Frenchman named De Lingnac, and an English medical man named Moore, the honour of inventing this process belongs. The latter had extensive manufactories in Staffordshire and Middlesex. Moore's evaporation of milk was next practised in New York and in Switzerland. When the Swiss company commenced, they took the milk of 350 cows one day weekly, and paid 1d. a quart for it. The demand for the article has so increased that they now evaporate the milk of 5,500 cows daily—using in the process more than a ton of sugar. The cows are not their own—they contract with the farmers around. They are increasing their works, and hope soon to put up 10,000 tins daily to export to all parts of the world. bbox=[809, 1022, 957, 1260]
mining-body bbox=[653, 63, 803, 1393]
score-runs: 4 bbox=[317, 637, 321, 647]
score-runs: 1 bbox=[317, 411, 321, 421]
paragraph: A fellow citizen is exultant over his discovery of the strengthening influence of lager beer. Said he to a friend yesterday: 'When the keg was first taken to my room, two days since, I could scarcely lift it, but now I can carry it with the greatest ease.' bbox=[489, 1055, 647, 1118]
poem-line: Waters shall yet more wonders do; bbox=[171, 862, 285, 872]
paragraph: When we reflect on the vast amount of unutterable and unmitigable misery which exists among civilised nations, we cannot help thinking that the wonder is not that so many make suicides not the rule, but the exception. It needs but a glance at the statistics of the age of suicides to see that suicide is chiefly the resort of those whose energies, both physical and moral, have been worn out by years of protracted and hopeless struggling.—'Lancet.' bbox=[327, 34, 483, 148]
poem-line: Iron in the water shall float, bbox=[171, 957, 262, 967]
prophecy-heading: A REMARKABLE PROPHECY. bbox=[166, 733, 318, 745]
column-6 bbox=[804, 34, 957, 1430]
paragraph: An important breeding experiment is about to be tried in the United States. Mr. W. Emerson Baker, of Ridgehill, Wellesley, (Mass.), has brought several bisons to his farm, and proposes to try the effect of crossing them with Jersey, Ayrshire, and Durham stocks. Mr. Baker, who is known as a very enterprising grazier and stock farmer, is very sanguine on the subject. bbox=[809, 1262, 957, 1366]
score-total: 86 bbox=[299, 712, 321, 722]
poem-line: And accidents fill the world with woe. bbox=[171, 833, 297, 843]
poem-line: Now strange, but shall be true. bbox=[171, 871, 272, 881]
score-runs: 0 bbox=[317, 420, 321, 430]
score-row bbox=[163, 356, 321, 365]
column-5 bbox=[648, 34, 803, 1406]
score-row bbox=[163, 529, 321, 538]
poem-line: Under water men shall walk; bbox=[171, 919, 266, 929]
score-batsman: J. Garvey, b Hewitt bbox=[163, 501, 224, 511]
score-batsman: J. A. Mooney, b Garvey bbox=[163, 637, 238, 647]
